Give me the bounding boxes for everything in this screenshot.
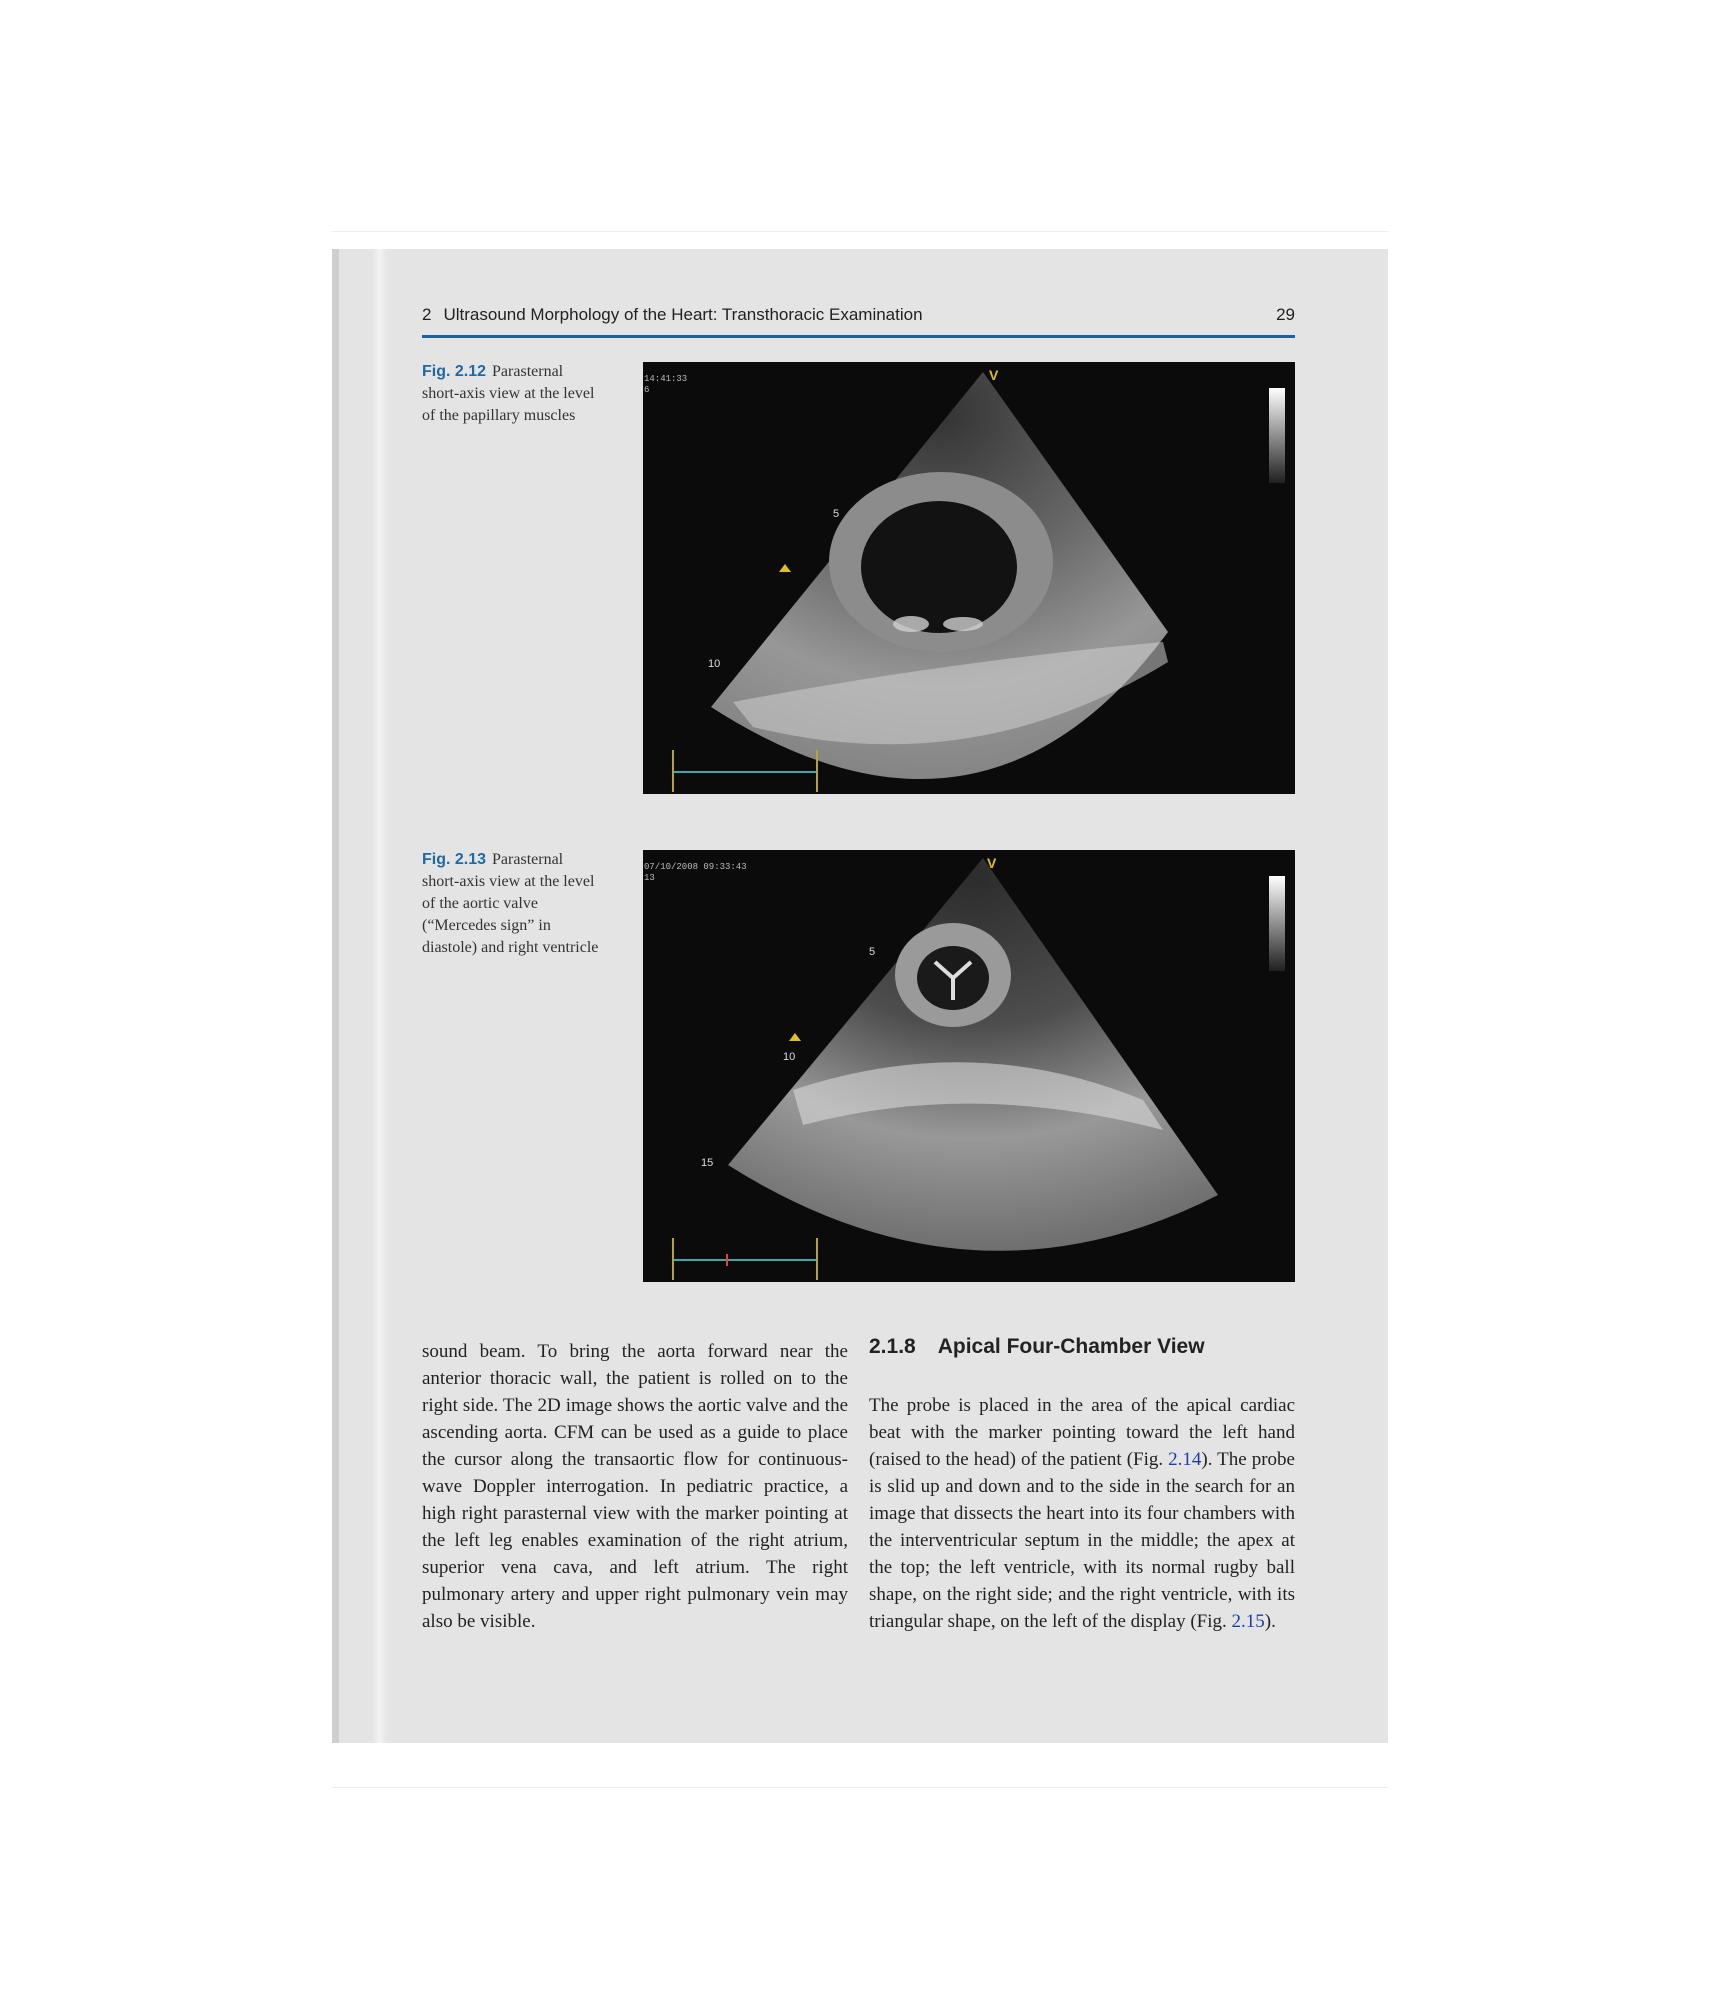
figure-reference-link[interactable]: 2.14 xyxy=(1168,1449,1202,1470)
ultrasound-scan-2 xyxy=(643,850,1295,1282)
gray-scale-bar xyxy=(1269,388,1285,483)
timestamp-line-1: 07/10/2008 09:33:43 xyxy=(644,862,747,872)
scan-sector xyxy=(728,858,1218,1251)
probe-marker: V xyxy=(987,855,997,871)
caption-text: Parasternal short-axis view at the level of the aortic valve (“Mercedes sign” in diastole) and right ventricle xyxy=(422,851,599,956)
depth-label: 5 xyxy=(833,508,840,520)
section-heading xyxy=(869,1335,1295,1359)
figure-reference-link[interactable]: 2.15 xyxy=(1231,1611,1265,1632)
chapter-number: 2 xyxy=(422,305,432,324)
header-rule xyxy=(422,335,1295,338)
timestamp-line-2: 13 xyxy=(644,873,655,883)
page-top-edge xyxy=(332,231,1388,232)
page-number: 29 xyxy=(1276,305,1295,324)
depth-label: 5 xyxy=(869,946,876,958)
paragraph-text: ). xyxy=(1264,1611,1276,1632)
probe-marker: V xyxy=(989,367,999,383)
timestamp-line-2: 6 xyxy=(644,385,650,395)
caption-text: Parasternal short-axis view at the level of the papillary muscles xyxy=(422,363,595,424)
depth-label: 10 xyxy=(708,658,721,670)
page-bottom-edge xyxy=(332,1787,1388,1788)
section-number: 2.1.8 xyxy=(869,1335,916,1358)
chapter-title: Ultrasound Morphology of the Heart: Transthoracic Examination xyxy=(443,305,923,324)
timestamp xyxy=(644,862,747,884)
timestamp xyxy=(644,374,687,396)
paragraph-text: ). The probe is slid up and down and to the side in the search for an image that dissects the heart into its four chambers with the interventricular septum in the middle; the apex at the top; the left ventricle, with its normal rugby ball shape, on the right side; and the right ventricle, with its triangular shape, on the left of the display (Fig. xyxy=(869,1449,1295,1632)
left-ventricle-cavity xyxy=(861,501,1017,633)
gray-scale-bar xyxy=(1269,876,1285,971)
running-head xyxy=(422,305,1295,331)
echo-image-fig-2-13 xyxy=(643,850,1295,1282)
figure-label: Fig. 2.13 xyxy=(422,851,487,868)
depth-label: 10 xyxy=(783,1051,796,1063)
figure-label: Fig. 2.12 xyxy=(422,363,487,380)
section-title: Apical Four-Chamber View xyxy=(937,1335,1205,1358)
paragraph-text: The probe is placed in the area of the apical cardiac beat with the marker pointing toward the left hand (raised to the head) of the patient (Fig. xyxy=(869,1395,1295,1470)
orientation-arrow xyxy=(779,564,791,572)
echo-image-fig-2-12 xyxy=(643,362,1295,794)
ultrasound-scan-1 xyxy=(643,362,1295,794)
depth-label: 15 xyxy=(701,1157,714,1169)
page-gutter-shadow xyxy=(372,249,388,1743)
figure-caption-2-13 xyxy=(422,849,602,959)
orientation-arrow xyxy=(789,1033,801,1041)
body-text-right-column xyxy=(869,1392,1295,1635)
page-spine-edge xyxy=(332,249,339,1743)
body-text-left-column: sound beam. To bring the aorta forward near the anterior thoracic wall, the patient is rolled on to the right side. The 2D image shows the aortic valve and the ascending aorta. CFM can be used as a guide to place the cursor along the transaortic flow for continuous-wave Doppler interrogation. In pediatric practice, a high right parasternal view with the marker pointing at the left leg enables examination of the right atrium, superior vena cava, and left atrium. The right pulmonary artery and upper right pulmonary vein may also be visible. xyxy=(422,1341,848,1632)
running-head-title-group xyxy=(422,305,923,325)
timestamp-line-1: 14:41:33 xyxy=(644,374,688,384)
figure-caption-2-12 xyxy=(422,361,602,427)
